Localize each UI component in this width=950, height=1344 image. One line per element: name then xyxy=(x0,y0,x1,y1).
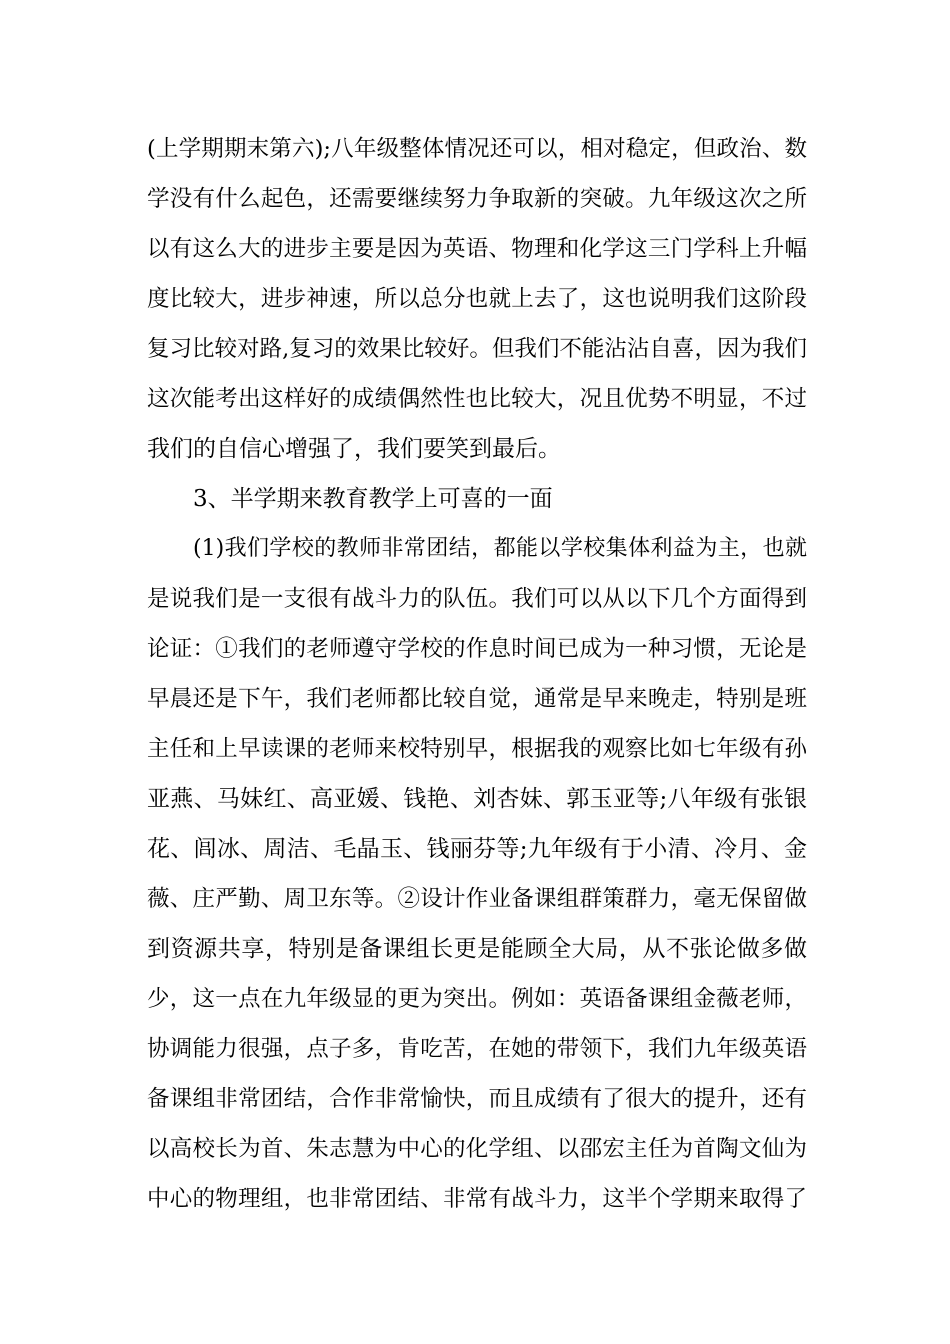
text-line-18: 少，这一点在九年级显的更为突出。例如：英语备课组金薇老师， xyxy=(147,986,807,1012)
text-line-1: (上学期期末第六);八年级整体情况还可以，相对稳定，但政治、数 xyxy=(147,136,807,162)
text-line-14: 亚燕、马妹红、高亚媛、钱艳、刘杏妹、郭玉亚等;八年级有张银 xyxy=(147,786,807,812)
text-line-12: 早晨还是下午，我们老师都比较自觉，通常是早来晚走，特别是班 xyxy=(147,686,807,712)
text-line-13: 主任和上早读课的老师来校特别早，根据我的观察比如七年级有孙 xyxy=(147,736,807,762)
text-line-6: 这次能考出这样好的成绩偶然性也比较大，况且优势不明显，不过 xyxy=(147,386,807,412)
text-line-2: 学没有什么起色，还需要继续努力争取新的突破。九年级这次之所 xyxy=(147,186,807,212)
text-line-3: 以有这么大的进步主要是因为英语、物理和化学这三门学科上升幅 xyxy=(147,236,807,262)
text-line-10: 是说我们是一支很有战斗力的队伍。我们可以从以下几个方面得到 xyxy=(147,586,807,612)
section-heading: 3、半学期来教育教学上可喜的一面 xyxy=(193,486,553,512)
text-line-9: (1)我们学校的教师非常团结，都能以学校集体利益为主，也就 xyxy=(193,536,807,561)
text-line-21: 以高校长为首、朱志慧为中心的化学组、以邵宏主任为首陶文仙为 xyxy=(147,1136,807,1162)
text-line-16: 薇、庄严勤、周卫东等。②设计作业备课组群策群力，毫无保留做 xyxy=(147,886,807,912)
text-line-5: 复习比较对路,复习的效果比较好。但我们不能沾沾自喜，因为我们 xyxy=(147,336,807,362)
text-line-15: 花、闾冰、周洁、毛晶玉、钱丽芬等;九年级有于小清、冷月、金 xyxy=(147,836,807,862)
text-line-4: 度比较大，进步神速，所以总分也就上去了，这也说明我们这阶段 xyxy=(147,286,807,312)
text-line-22: 中心的物理组，也非常团结、非常有战斗力，这半个学期来取得了 xyxy=(147,1186,807,1212)
text-line-19: 协调能力很强，点子多，肯吃苦，在她的带领下，我们九年级英语 xyxy=(147,1036,807,1062)
text-line-11: 论证：①我们的老师遵守学校的作息时间已成为一种习惯，无论是 xyxy=(147,636,807,662)
text-line-7: 我们的自信心增强了，我们要笑到最后。 xyxy=(147,436,561,462)
text-line-20: 备课组非常团结，合作非常愉快，而且成绩有了很大的提升，还有 xyxy=(147,1086,807,1112)
text-line-17: 到资源共享，特别是备课组长更是能顾全大局，从不张论做多做 xyxy=(147,936,807,962)
